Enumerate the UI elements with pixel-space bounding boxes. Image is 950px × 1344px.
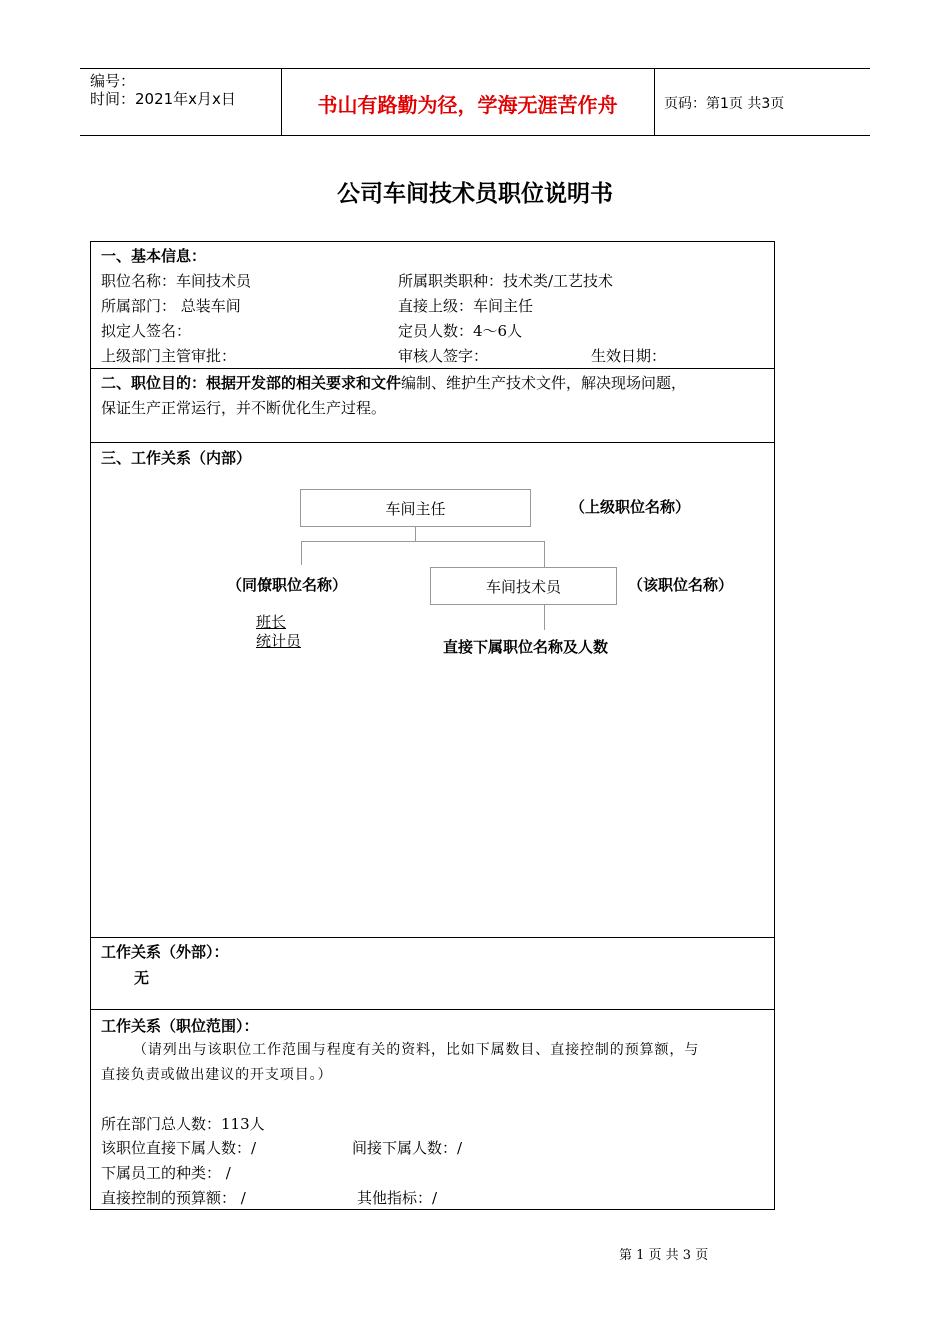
- direct-superior: 直接上级：车间主任: [398, 297, 534, 315]
- scope-heading: 工作关系（职位范围）：: [101, 1017, 259, 1035]
- header-time: 时间：2021年x月x日: [90, 90, 236, 108]
- job-category: 所属职类职种：技术类/工艺技术: [398, 272, 614, 290]
- document-title: 公司车间技术员职位说明书: [337, 181, 613, 207]
- position-name: 职位名称：车间技术员: [101, 272, 252, 290]
- purpose-line-1: [101, 373, 686, 393]
- table-row-sep-1: [90, 368, 775, 369]
- basic-info-heading: 一、基本信息：: [101, 247, 207, 265]
- org-connector-subordinate: [544, 604, 545, 630]
- superior-label: （上级职位名称）: [570, 498, 691, 516]
- drafter-sign: 拟定人签名：: [101, 322, 192, 340]
- indirect-reports: 间接下属人数：/: [352, 1139, 463, 1157]
- effective-date: 生效日期：: [591, 347, 667, 365]
- table-row-sep-3: [90, 937, 775, 938]
- dept-head-approval: 上级部门主管审批：: [101, 347, 237, 365]
- table-left: [90, 241, 91, 1210]
- external-relations-heading: 工作关系（外部）：: [101, 943, 229, 961]
- page-footer: 第 1 页 共 3 页: [619, 1248, 709, 1263]
- header-motto: 书山有路勤为径，学海无涯苦作舟: [317, 93, 618, 117]
- org-connector-horizontal: [301, 541, 545, 542]
- other-metrics: 其他指标：/: [357, 1189, 438, 1207]
- peer-label: （同僚职位名称）: [227, 576, 348, 594]
- self-box: 车间技术员: [430, 567, 617, 605]
- purpose-text-2: 保证生产正常运行，并不断优化生产过程。: [101, 399, 387, 417]
- table-row-sep-4: [90, 1009, 775, 1010]
- self-label: （该职位名称）: [628, 576, 734, 594]
- header-top-rule: [80, 68, 870, 69]
- purpose-heading: 二、职位目的：根据开发部的相关要求和文件: [101, 374, 402, 392]
- header-number: 编号：: [90, 72, 136, 90]
- table-top: [90, 241, 775, 242]
- internal-relations-heading: 三、工作关系（内部）: [101, 449, 252, 467]
- org-connector-down: [415, 526, 416, 542]
- external-relations-value: 无: [134, 969, 150, 987]
- peer-item: 班长: [256, 613, 287, 631]
- budget: 直接控制的预算额： /: [101, 1189, 246, 1207]
- org-connector-left-drop: [301, 541, 302, 565]
- header-bottom-rule: [80, 135, 870, 136]
- department: 所属部门： 总装车间: [101, 297, 241, 315]
- table-bottom: [90, 1209, 775, 1210]
- table-right: [774, 241, 775, 1210]
- subordinate-types: 下属员工的种类： /: [101, 1164, 231, 1182]
- org-connector-right-drop: [544, 541, 545, 567]
- scope-note-1: （请列出与该职位工作范围与程度有关的资料，比如下属数目、直接控制的预算额，与: [133, 1042, 700, 1058]
- purpose-text-1: 编制、维护生产技术文件，解决现场问题，: [401, 374, 687, 392]
- table-row-sep-2: [90, 442, 775, 443]
- header-page-label: 页码：第1页 共3页: [664, 96, 785, 112]
- direct-reports: 该职位直接下属人数：/: [101, 1139, 257, 1157]
- header-divider-2: [654, 68, 655, 136]
- scope-note-2: 直接负责或做出建议的开支项目。）: [101, 1067, 333, 1083]
- headcount: 定员人数：4～6人: [398, 322, 523, 340]
- dept-total: 所在部门总人数：113人: [101, 1115, 265, 1133]
- reviewer-sign: 审核人签字：: [398, 347, 489, 365]
- superior-box: 车间主任: [300, 489, 531, 527]
- subordinates-label: 直接下属职位名称及人数: [443, 638, 609, 656]
- peer-item: 统计员: [256, 632, 302, 650]
